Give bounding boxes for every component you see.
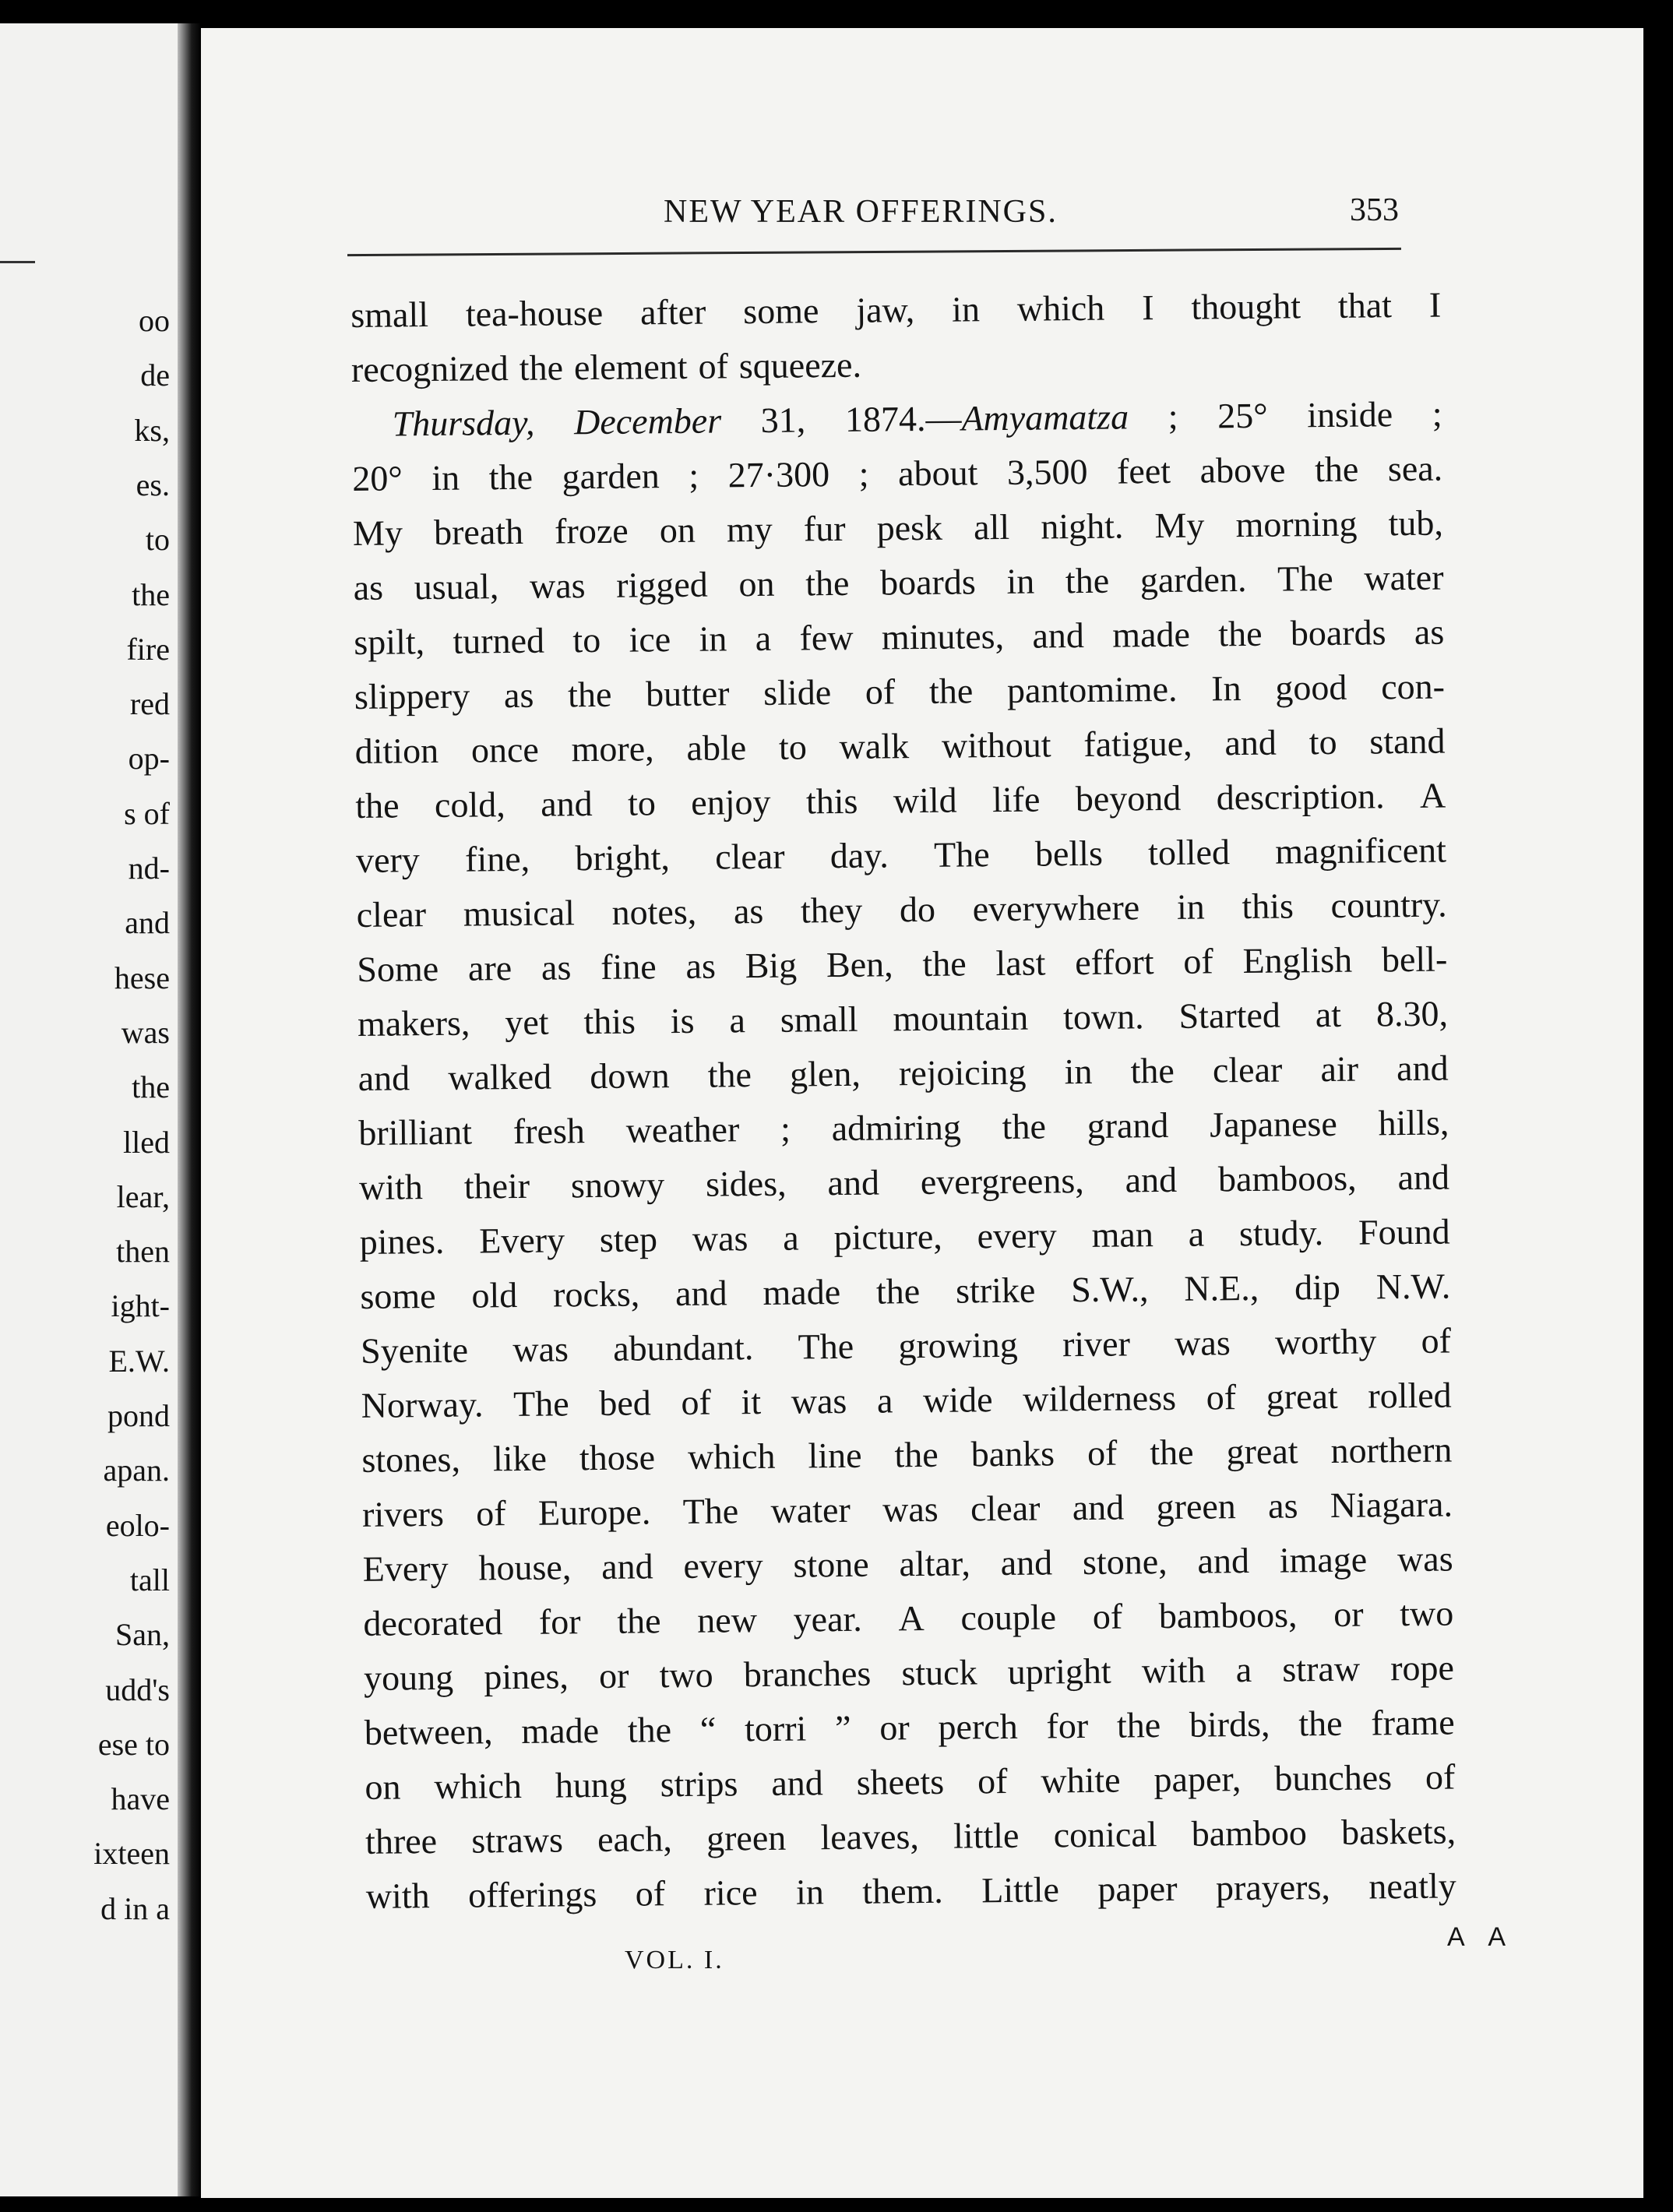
text-line: the cold, and to enjoy this wild life beyond description. A [355, 775, 1446, 826]
left-page-line: lear, [116, 1178, 170, 1214]
text-line: Some are as fine as Big Ben, the last effort of English bell- [357, 939, 1448, 989]
left-page-line: fire [126, 631, 170, 667]
left-page-line: ight- [111, 1288, 170, 1324]
text-line: as usual, was rigged on the boards in the garden. The water [353, 557, 1444, 608]
text-line: Syenite was abundant. The growing river was worthy of [360, 1320, 1452, 1371]
text-line: small tea-house after some jaw, in which I thought that I [350, 284, 1442, 335]
left-page-line: have [111, 1781, 170, 1817]
left-page-line: then [116, 1234, 170, 1270]
scan-border-right [1643, 0, 1673, 2212]
text-line: stones, like those which line the banks of the great northern [361, 1429, 1453, 1480]
header-rule [347, 248, 1401, 256]
text-line: Every house, and every stone altar, and stone, and image was [362, 1538, 1453, 1589]
text-line: slippery as the butter slide of the pantomime. In good con- [354, 666, 1446, 717]
left-page-line: udd's [105, 1671, 170, 1707]
text-line: spilt, turned to ice in a few minutes, and made the boards as [354, 611, 1445, 662]
text-line: some old rocks, and made the strike S.W., N.E., dip N.W. [360, 1266, 1451, 1316]
left-page-line: and [125, 905, 170, 941]
left-page-line: San, [115, 1617, 170, 1653]
body-text [350, 278, 1456, 1924]
page-number: 353 [1350, 192, 1399, 228]
text-line: on which hung strips and sheets of white paper, bunches of [365, 1756, 1456, 1807]
left-page-line: to [145, 522, 170, 558]
left-page-line: apan. [103, 1453, 170, 1488]
left-page-line: pond [107, 1398, 170, 1433]
left-page-line: es. [136, 467, 170, 502]
left-page-line: ks, [134, 412, 170, 448]
left-page-line: the [132, 1069, 170, 1105]
text-line: My breath froze on my fur pesk all night. My morning tub, [352, 502, 1444, 553]
left-page-line: ese to [97, 1726, 170, 1762]
scan-border-bottom [201, 2198, 1673, 2212]
text-line: between, made the “ torri ” or perch for the birds, the frame [364, 1702, 1455, 1752]
left-page-line: lled [123, 1124, 170, 1160]
left-page-line: eolo- [105, 1507, 170, 1543]
running-head [664, 193, 1399, 232]
left-page-line: s of [124, 795, 170, 831]
text-line: Norway. The bed of it was a wide wilderness of great rolled [361, 1375, 1452, 1425]
left-page-line: hese [114, 960, 170, 995]
text-line: rivers of Europe. The water was clear and green as Niagara. [361, 1484, 1453, 1534]
page [201, 0, 1673, 2212]
signature-mark: A A [1447, 1922, 1516, 1952]
text-line: decorated for the new year. A couple of bamboos, or two [363, 1593, 1454, 1643]
text-line: 20° in the garden ; 27·300 ; about 3,500 feet above the sea. [352, 448, 1443, 498]
left-page-line: red [129, 686, 170, 722]
left-page-line: was [121, 1014, 170, 1050]
left-page-line: nd- [128, 851, 170, 886]
text-line: Thursday, December 31, 1874.—Amyamatza ; 25° inside ; [392, 393, 1442, 444]
text-line: three straws each, green leaves, little conical bamboo baskets, [365, 1811, 1456, 1862]
left-page-line: op- [128, 741, 170, 777]
text-line: young pines, or two branches stuck upright with a straw rope [363, 1647, 1455, 1698]
left-page-line: tall [129, 1562, 170, 1597]
text-line: makers, yet this is a small mountain town. Started at 8.30, [357, 993, 1449, 1044]
text-line: pines. Every step was a picture, every man a study. Found [359, 1211, 1450, 1262]
text-line: dition once more, able to walk without fatigue, and to stand [354, 720, 1446, 771]
left-page-line: d in a [100, 1890, 170, 1926]
volume-mark: VOL. I. [625, 1946, 724, 1974]
text-line: very fine, bright, clear day. The bells tolled magnificent [355, 830, 1447, 880]
text-line: recognized the element of squeeze. [350, 344, 862, 389]
text-line: and walked down the glen, rejoicing in the clear air and [357, 1048, 1449, 1098]
text-line: brilliant fresh weather ; admiring the grand Japanese hills, [358, 1102, 1449, 1153]
left-page-fragment [0, 23, 178, 2196]
running-title: NEW YEAR OFFERINGS. [664, 194, 1058, 230]
text-line: with offerings of rice in them. Little paper prayers, neatly [365, 1865, 1456, 1916]
book-gutter [178, 23, 201, 2196]
left-page-line: oo [139, 303, 170, 338]
left-page-line: de [140, 358, 170, 393]
text-line: clear musical notes, as they do everywhere in this country. [356, 884, 1447, 935]
left-page-line: ixteen [93, 1836, 170, 1872]
left-page-line: E.W. [108, 1343, 170, 1379]
scan-border-top [201, 0, 1673, 28]
left-page-line: the [132, 576, 170, 612]
left-page-rule [0, 261, 35, 263]
text-line: with their snowy sides, and evergreens, and bamboos, and [358, 1157, 1450, 1207]
